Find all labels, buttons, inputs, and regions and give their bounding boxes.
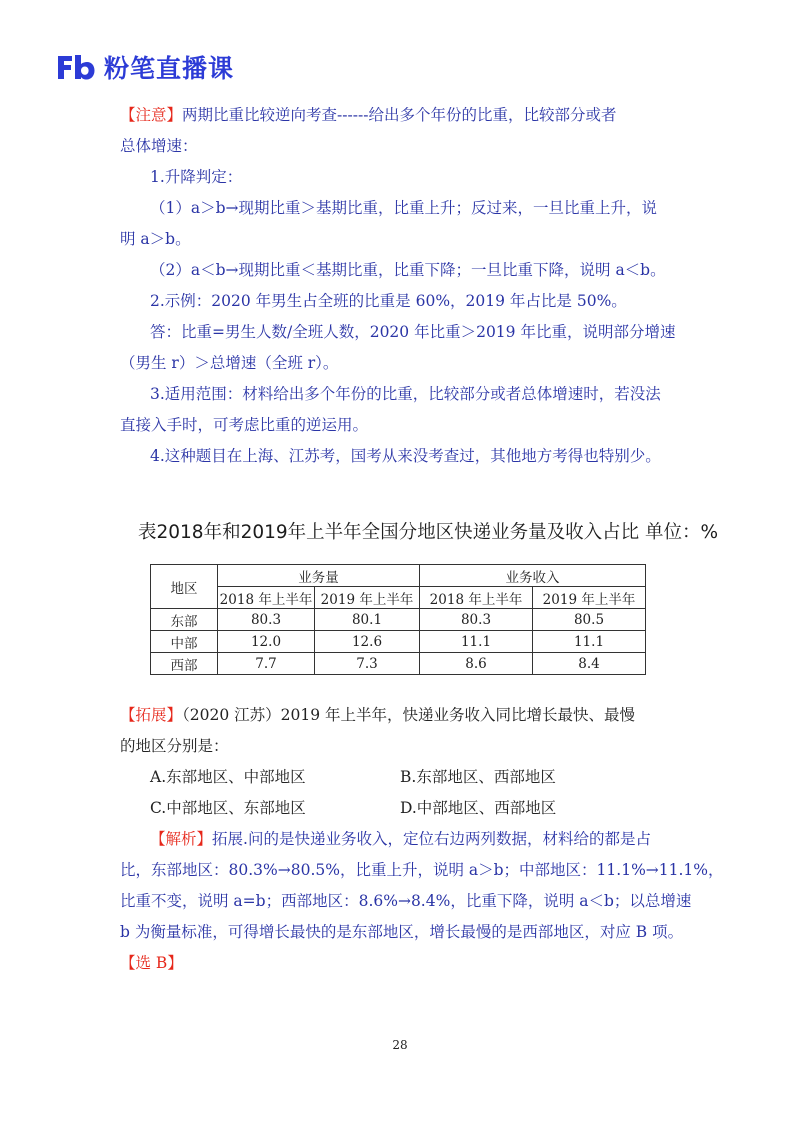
table-row: [151, 609, 646, 631]
region-cell: 中部: [151, 631, 218, 653]
value-cell: 80.3: [218, 609, 315, 631]
note-tag: 【注意】: [120, 106, 183, 124]
analysis-text-3: 比重不变，说明 a=b；西部地区：8.6%→8.4%，比重下降，说明 a＜b；以总增速: [120, 892, 692, 910]
question-tag: 【拓展】: [120, 706, 183, 724]
item2-example: 2.示例：2020 年男生占全班的比重是 60%，2019 年占比是 50%。: [150, 292, 627, 310]
column-header: 2018 年上半年: [218, 587, 315, 609]
example-answer: 答：比重=男生人数/全班人数，2020 年比重＞2019 年比重，说明部分增速: [150, 323, 676, 341]
analysis-text-2: 比，东部地区：80.3%→80.5%，比重上升，说明 a＞b；中部地区：11.1%→11.1%，: [120, 861, 724, 879]
option-b: B.东部地区、西部地区: [400, 768, 556, 786]
analysis-text-4: b 为衡量标准，可得增长最快的是东部地区，增长最慢的是西部地区，对应 B 项。: [120, 923, 684, 941]
question-stem-cont: 的地区分别是：: [120, 737, 229, 755]
option-c: C.中部地区、东部地区: [150, 799, 306, 817]
column-header: 2019 年上半年: [315, 587, 420, 609]
revenue-group-header: 业务收入: [420, 565, 646, 587]
data-table: [150, 564, 646, 675]
page-number: 28: [392, 1038, 408, 1052]
table-title: 表2018年和2019年上半年全国分地区快递业务量及收入占比 单位：%: [138, 522, 719, 543]
region-cell: 西部: [151, 653, 218, 675]
table-row: [151, 653, 646, 675]
question-section: [120, 700, 724, 979]
volume-group-header: 业务量: [218, 565, 420, 587]
column-header: 2018 年上半年: [420, 587, 533, 609]
analysis-text: 拓展.问的是快递业务收入，定位右边两列数据，材料给的都是占: [212, 830, 651, 848]
value-cell: 12.6: [315, 631, 420, 653]
value-cell: 12.0: [218, 631, 315, 653]
value-cell: 80.1: [315, 609, 420, 631]
value-cell: 8.4: [533, 653, 646, 675]
value-cell: 11.1: [420, 631, 533, 653]
item1-case-b: （2）a＜b→现期比重＜基期比重，比重下降；一旦比重下降，说明 a＜b。: [150, 261, 666, 279]
fb-logo-icon: [56, 52, 96, 82]
region-header: 地区: [151, 565, 218, 609]
region-cell: 东部: [151, 609, 218, 631]
item1-case-a: （1）a＞b→现期比重＞基期比重，比重上升；反过来，一旦比重上升，说: [150, 199, 658, 217]
analysis-tag: 【解析】: [150, 830, 213, 848]
item4-frequency: 4.这种题目在上海、江苏考，国考从来没考查过，其他地方考得也特别少。: [150, 447, 661, 465]
example-answer-cont: （男生 r）＞总增速（全班 r）。: [120, 354, 339, 372]
answer-choice: 【选 B】: [120, 954, 183, 972]
item1-case-a-cont: 明 a＞b。: [120, 230, 191, 248]
value-cell: 7.7: [218, 653, 315, 675]
note-intro-cont: 总体增速：: [120, 137, 198, 155]
question-stem: （2020 江苏）2019 年上半年，快递业务收入同比增长最快、最慢: [182, 706, 636, 724]
value-cell: 11.1: [533, 631, 646, 653]
value-cell: 8.6: [420, 653, 533, 675]
column-header: 2019 年上半年: [533, 587, 646, 609]
brand-logo: [56, 50, 234, 84]
value-cell: 80.3: [420, 609, 533, 631]
value-cell: 80.5: [533, 609, 646, 631]
option-a: A.东部地区、中部地区: [150, 768, 306, 786]
item1-title: 1.升降判定：: [150, 168, 243, 186]
item3-scope: 3.适用范围：材料给出多个年份的比重，比较部分或者总体增速时，若没法: [150, 385, 661, 403]
logo-text: 粉笔直播课: [104, 54, 235, 83]
value-cell: 7.3: [315, 653, 420, 675]
table-row: [151, 631, 646, 653]
item3-scope-cont: 直接入手时，可考虑比重的逆运用。: [120, 416, 369, 434]
note-section: [120, 100, 690, 472]
option-d: D.中部地区、西部地区: [400, 799, 557, 817]
note-intro: 两期比重比较逆向考查------给出多个年份的比重，比较部分或者: [182, 106, 617, 124]
